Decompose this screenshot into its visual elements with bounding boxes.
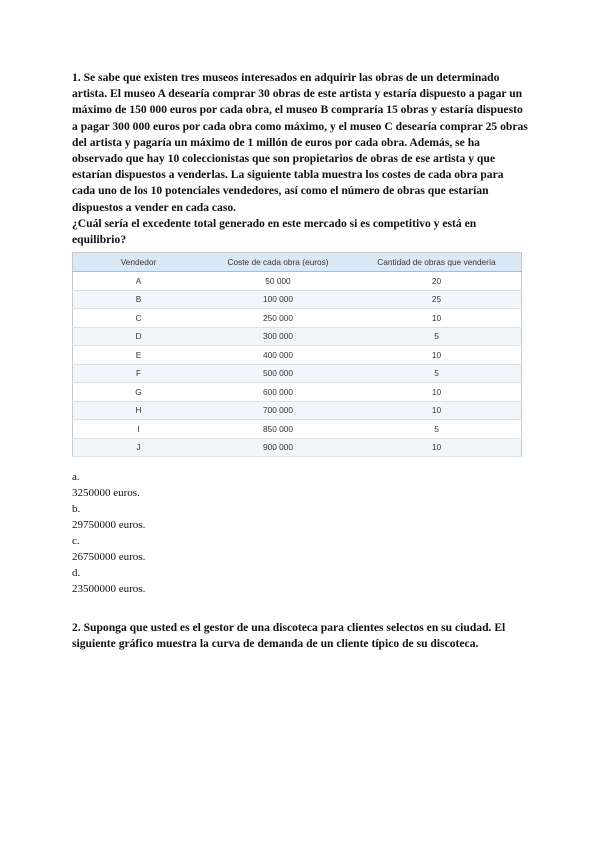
cell-coste: 700 000	[204, 401, 352, 420]
question-2	[72, 620, 528, 652]
table-row	[73, 383, 522, 402]
cell-coste: 50 000	[204, 272, 352, 291]
header-coste: Coste de cada obra (euros)	[204, 253, 352, 272]
cell-coste: 250 000	[204, 309, 352, 328]
cell-coste: 300 000	[204, 327, 352, 346]
option-c-value: 26750000 euros.	[72, 551, 146, 564]
table-row	[73, 327, 522, 346]
cell-vendedor: D	[73, 327, 205, 346]
question-2-text: 2. Suponga que usted es el gestor de una discoteca para clientes selectos en su ciudad. El siguiente gráfico muestra la curva de demanda de un cliente típico de su discoteca.	[72, 621, 506, 651]
option-b-letter: b.	[72, 503, 81, 516]
cell-cantidad: 5	[352, 420, 522, 439]
option-d-value: 23500000 euros.	[72, 583, 146, 596]
table-row	[73, 364, 522, 383]
cell-cantidad: 10	[352, 438, 522, 457]
cell-vendedor: F	[73, 364, 205, 383]
option-a-letter: a.	[72, 471, 80, 484]
table-row	[73, 401, 522, 420]
option-d-letter: d.	[72, 567, 81, 580]
table-row	[73, 272, 522, 291]
cell-vendedor: H	[73, 401, 205, 420]
cell-vendedor: B	[73, 290, 205, 309]
cell-cantidad: 25	[352, 290, 522, 309]
table-row	[73, 346, 522, 365]
cell-cantidad: 20	[352, 272, 522, 291]
option-a-value: 3250000 euros.	[72, 487, 140, 500]
header-vendedor: Vendedor	[73, 253, 205, 272]
table-header-row	[73, 253, 522, 272]
cell-coste: 100 000	[204, 290, 352, 309]
cell-coste: 900 000	[204, 438, 352, 457]
table-row	[73, 290, 522, 309]
cell-coste: 600 000	[204, 383, 352, 402]
cell-cantidad: 10	[352, 383, 522, 402]
cell-cantidad: 10	[352, 309, 522, 328]
sellers-table	[72, 252, 522, 457]
table-row	[73, 420, 522, 439]
question-1-prompt: ¿Cuál sería el excedente total generado en este mercado si es competitivo y está en equilibrio?	[72, 216, 477, 247]
cell-coste: 500 000	[204, 364, 352, 383]
document-page	[72, 70, 528, 653]
header-cantidad: Cantidad de obras que vendería	[352, 253, 522, 272]
option-c-letter: c.	[72, 535, 80, 548]
cell-vendedor: J	[73, 438, 205, 457]
cell-cantidad: 5	[352, 327, 522, 346]
cell-coste: 850 000	[204, 420, 352, 439]
cell-vendedor: E	[73, 346, 205, 365]
cell-cantidad: 10	[352, 346, 522, 365]
table-row	[73, 309, 522, 328]
option-b-value: 29750000 euros.	[72, 519, 146, 532]
cell-cantidad: 5	[352, 364, 522, 383]
answer-options	[72, 469, 528, 597]
cell-coste: 400 000	[204, 346, 352, 365]
cell-cantidad: 10	[352, 401, 522, 420]
cell-vendedor: C	[73, 309, 205, 328]
cell-vendedor: G	[73, 383, 205, 402]
cell-vendedor: A	[73, 272, 205, 291]
question-1-text: 1. Se sabe que existen tres museos interesados en adquirir las obras de un determinado artista. El museo A desearía comprar 30 obras de este artista y estaría dispuesto a pagar un máximo de 150 000 euros por cada obra, el museo B compraría 15 obras y estaría dispuesto a pagar 300 000 euros por cada obra como máximo, y el museo C desearía comprar 25 obras del artista y pagaría un máximo de 1 millón de euros por cada obra. Además, se ha observado que hay 10 coleccionistas que son propietarios de obras de ese artista y que estarían dispuestos a venderlas. La siguiente tabla muestra los costes de cada obra para cada uno de los 10 potenciales vendedores, así como el número de obras que estarían dispuestos a vender en cada caso.	[72, 71, 528, 214]
cell-vendedor: I	[73, 420, 205, 439]
question-1	[72, 70, 528, 248]
table-row	[73, 438, 522, 457]
